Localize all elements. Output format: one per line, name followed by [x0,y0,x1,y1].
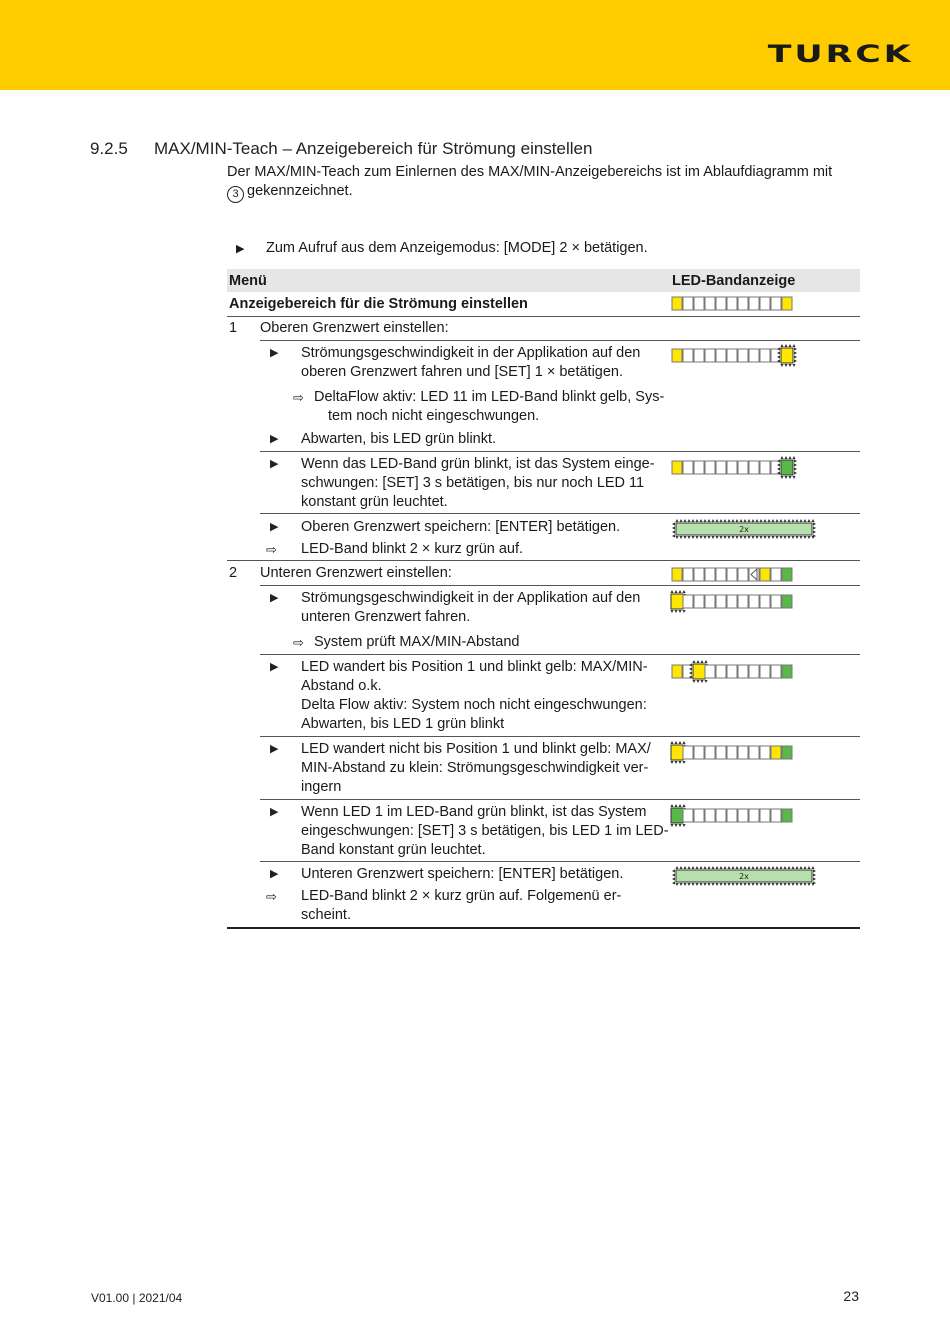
result-arrow-icon: ⇨ [293,635,304,650]
result-arrow-icon: ⇨ [266,889,277,904]
led-band-led11-green-blink [670,456,820,485]
step2-title: Unteren Grenzwert einstellen: [260,565,452,581]
divider [227,560,860,561]
triangle-bullet-icon: ▶ [270,743,279,755]
triangle-bullet-icon: ▶ [270,433,279,445]
call-step-text: Zum Aufruf aus dem Anzeigemodus: [MODE] 2 × betätigen. [266,240,648,256]
divider [260,451,860,452]
step2-action-e: Unteren Grenzwert speichern: [ENTER] betätigen. [301,866,624,882]
circled-number: 3 [227,186,244,203]
divider [260,513,860,514]
text-line: tem noch nicht eingeschwungen. [328,408,540,424]
text-line: DeltaFlow aktiv: LED 11 im LED-Band blinkt gelb, Sys- [314,389,665,405]
call-step [236,240,648,256]
led-band-led1-green-blink [670,804,820,833]
text-line: scheint. [301,907,351,923]
step1-title: Oberen Grenzwert einstellen: [260,320,449,336]
page-header [0,0,950,90]
svg-text:2x: 2x [739,525,749,534]
result-arrow-icon: ⇨ [266,542,277,557]
step2-result-f [301,887,621,925]
text-line: Wenn das LED-Band grün blinkt, ist das System einge- [301,456,655,472]
led-band-led1-yellow-blink [670,590,820,619]
text-line: ingern [301,779,342,795]
triangle-bullet-icon: ▶ [270,521,279,533]
step2-action-a [301,589,640,627]
step2-action-d [301,803,669,860]
text-line: Band konstant grün leuchtet. [301,842,486,858]
step1-result [314,388,664,426]
divider [260,340,860,341]
page-number: 23 [843,1288,859,1304]
text-line: LED wandert bis Position 1 und blinkt gelb: MAX/MIN- [301,659,648,675]
text-line: Strömungsgeschwindigkeit in der Applikation auf den [301,590,641,606]
text-line: LED wandert nicht bis Position 1 und blinkt gelb: MAX/ [301,741,651,757]
step2-result: System prüft MAX/MIN-Abstand [314,634,520,650]
intro-text-before: Der MAX/MIN-Teach zum Einlernen des MAX/MIN-Anzeigebereichs ist im Ablaufdiagramm mit [227,164,833,180]
divider [260,654,860,655]
text-line: oberen Grenzwert fahren und [SET] 1 × betätigen. [301,364,624,380]
led-band-led2-yellow-blink [670,660,820,689]
text-line: eingeschwungen: [SET] 3 s betätigen, bis LED 1 im LED- [301,823,669,839]
triangle-bullet-icon: ▶ [270,661,279,673]
led-band-flash-2x [670,516,820,547]
text-line: Abstand o.k. [301,678,382,694]
divider [260,861,860,862]
text-line: schwungen: [SET] 3 s betätigen, bis nur noch LED 11 [301,475,645,491]
step2-number: 2 [229,565,238,581]
led-band-led1-yellow-too-small [670,741,820,770]
result-arrow-icon: ⇨ [293,390,304,405]
intro-text-after: gekennzeichnet. [247,183,353,199]
table-bottom-rule [227,927,860,929]
step1-action-d: Oberen Grenzwert speichern: [ENTER] betätigen. [301,519,621,535]
step1-action-b: Abwarten, bis LED grün blinkt. [301,431,497,447]
step2-action-b [301,658,648,734]
triangle-bullet-icon: ▶ [270,868,279,880]
triangle-bullet-icon: ▶ [236,243,245,255]
section-title: MAX/MIN-Teach – Anzeigebereich für Strömung einstellen [154,139,593,158]
text-line: Abwarten, bis LED 1 grün blinkt [301,716,505,732]
brand-logo: TURCK [768,40,914,68]
text-line: MIN-Abstand zu klein: Strömungsgeschwindigkeit ver- [301,760,649,776]
led-band-led11-yellow-blink [670,344,820,373]
triangle-bullet-icon: ▶ [270,347,279,359]
text-line: unteren Grenzwert fahren. [301,609,471,625]
col-header-menu: Menü [229,273,267,289]
led-band-range [670,292,820,321]
led-band-flash-2x [670,863,820,894]
text-line: Delta Flow aktiv: System noch nicht eingeschwungen: [301,697,647,713]
svg-text:2x: 2x [739,872,749,881]
triangle-bullet-icon: ▶ [270,806,279,818]
triangle-bullet-icon: ▶ [270,458,279,470]
divider [260,736,860,737]
step1-number: 1 [229,320,238,336]
section-number: 9.2.5 [90,139,128,158]
col-header-led: LED-Bandanzeige [672,273,796,289]
footer-version: V01.00 | 2021/04 [91,1291,183,1305]
triangle-bullet-icon: ▶ [270,592,279,604]
led-band-lower-start [670,563,820,592]
step2-action-c [301,740,651,797]
step1-action-c [301,455,655,512]
text-line: LED-Band blinkt 2 × kurz grün auf. Folgemenü er- [301,888,622,904]
step1-action-a [301,344,640,382]
text-line: Strömungsgeschwindigkeit in der Applikation auf den [301,345,641,361]
group-title: Anzeigebereich für die Strömung einstellen [229,296,528,312]
divider [260,799,860,800]
intro-paragraph [227,163,867,203]
text-line: konstant grün leuchtet. [301,494,448,510]
text-line: Wenn LED 1 im LED-Band grün blinkt, ist das System [301,804,647,820]
step1-result-e: LED-Band blinkt 2 × kurz grün auf. [301,541,524,557]
